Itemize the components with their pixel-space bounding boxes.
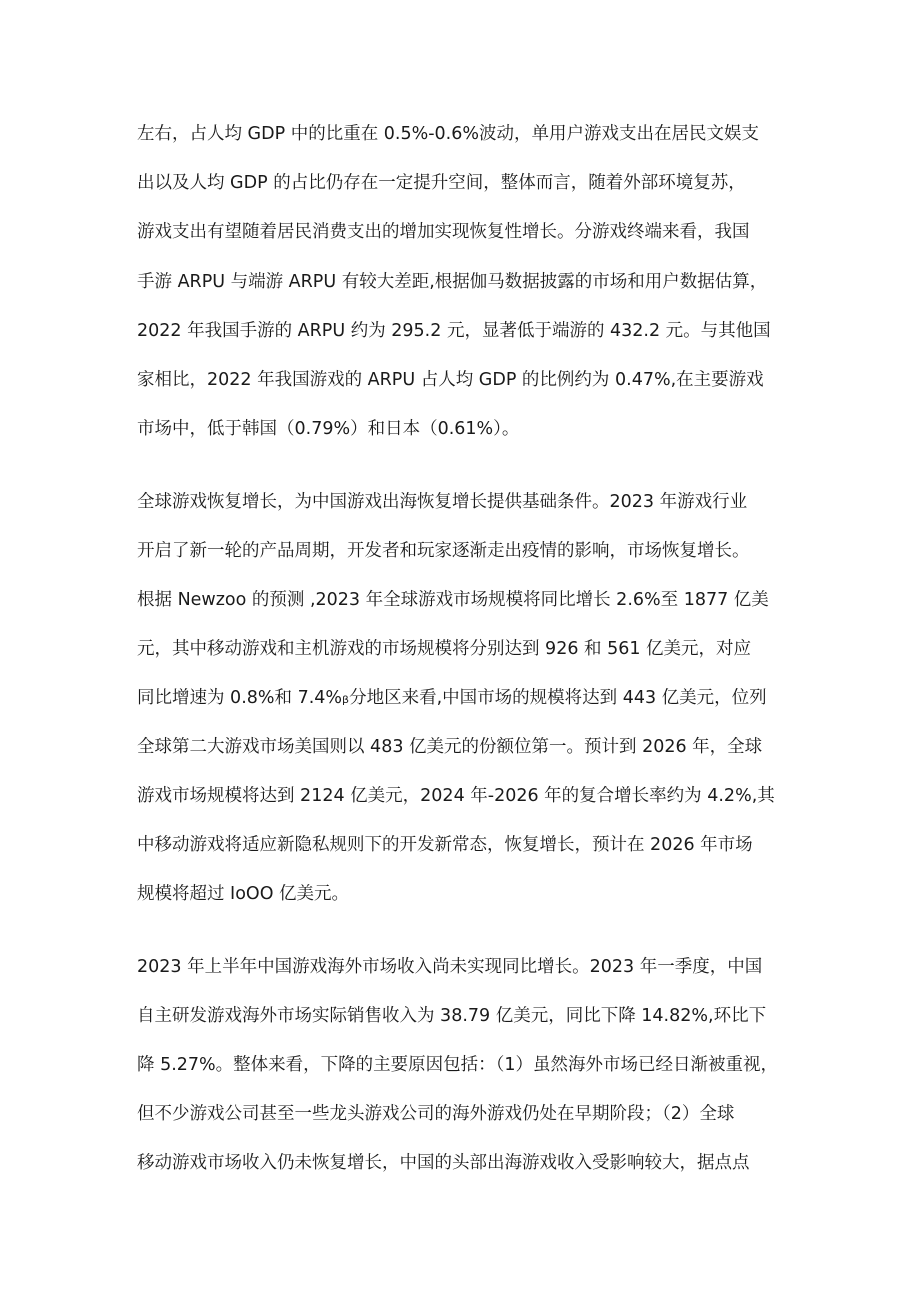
text-line: 规模将超过 IoOO 亿美元。 bbox=[137, 884, 350, 904]
text-line: 游戏支出有望随着居民消费支出的增加实现恢复性增长。分游戏终端来看，我国 bbox=[137, 222, 750, 242]
text-line: 中移动游戏将适应新隐私规则下的开发新常态，恢复增长，预计在 2026 年市场 bbox=[137, 835, 753, 855]
text-line: 移动游戏市场收入仍未恢复增长，中国的头部出海游戏收入受影响较大，据点点 bbox=[137, 1153, 750, 1173]
text-line: 左右，占人均 GDP 中的比重在 0.5%-0.6%波动，单用户游戏支出在居民文娱支 bbox=[137, 124, 760, 144]
text-line: 市场中，低于韩国（0.79%）和日本（0.61%）。 bbox=[137, 419, 520, 439]
text-line: 游戏市场规模将达到 2124 亿美元，2024 年-2026 年的复合增长率约为 4.2%,其 bbox=[137, 786, 775, 806]
text-line: 但不少游戏公司甚至一些龙头游戏公司的海外游戏仍处在早期阶段；（2）全球 bbox=[137, 1104, 735, 1124]
text-line: 全球第二大游戏市场美国则以 483 亿美元的份额位第一。预计到 2026 年，全球 bbox=[137, 737, 763, 757]
text-line: 根据 Newzoo 的预测 ,2023 年全球游戏市场规模将同比增长 2.6%至 1877 亿美 bbox=[137, 590, 769, 610]
text-line: 开启了新一轮的产品周期，开发者和玩家逐渐走出疫情的影响，市场恢复增长。 bbox=[137, 541, 750, 561]
text-line: 家相比，2022 年我国游戏的 ARPU 占人均 GDP 的比例约为 0.47%,在主要游戏 bbox=[137, 370, 764, 390]
text-line: 元，其中移动游戏和主机游戏的市场规模将分别达到 926 和 561 亿美元，对应 bbox=[137, 639, 752, 659]
text-line: 自主研发游戏海外市场实际销售收入为 38.79 亿美元，同比下降 14.82%,环比下 bbox=[137, 1006, 767, 1026]
text-line: 2023 年上半年中国游戏海外市场收入尚未实现同比增长。2023 年一季度，中国 bbox=[137, 957, 763, 977]
text-line: 出以及人均 GDP 的占比仍存在一定提升空间，整体而言，随着外部环境复苏， bbox=[137, 173, 746, 193]
text-line: 同比增速为 0.8%和 7.4%ᵦ分地区来看,中国市场的规模将达到 443 亿美元，位列 bbox=[137, 688, 767, 708]
text-line: 降 5.27%。整体来看，下降的主要原因包括：（1）虽然海外市场已经日渐被重视， bbox=[137, 1055, 779, 1075]
text-line: 手游 ARPU 与端游 ARPU 有较大差距,根据伽马数据披露的市场和用户数据估算， bbox=[137, 272, 768, 292]
text-line: 2022 年我国手游的 ARPU 约为 295.2 元，显著低于端游的 432.2 元。与其他国 bbox=[137, 321, 771, 341]
text-line: 全球游戏恢复增长，为中国游戏出海恢复增长提供基础条件。2023 年游戏行业 bbox=[137, 492, 748, 512]
